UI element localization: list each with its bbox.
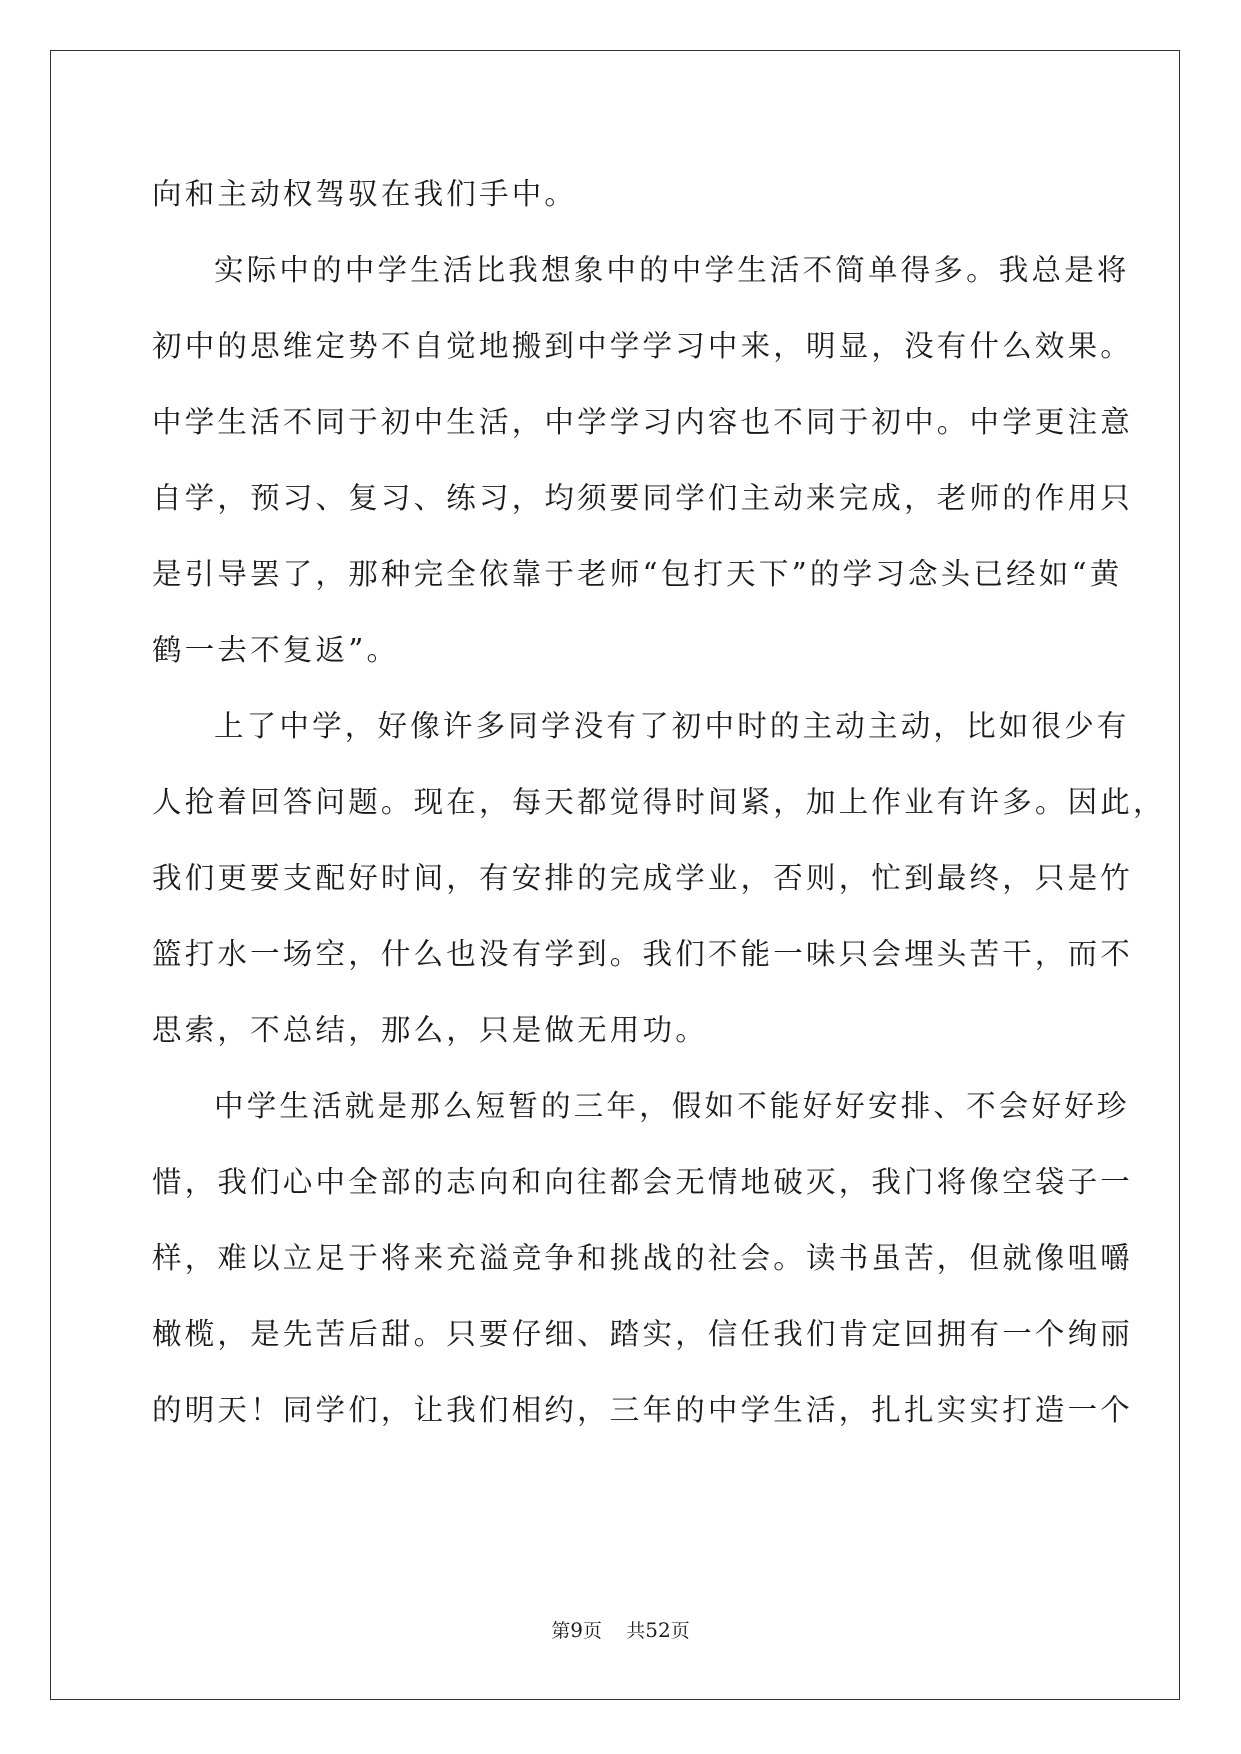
page-prefix: 第 [551, 1620, 571, 1642]
text-line-6: 是引导罢了，那种完全依靠于老师“包打天下”的学习念头已经如“黄 [152, 557, 1123, 591]
text-line-2: 实际中的中学生活比我想象中的中学生活不简单得多。我总是将 [214, 253, 1130, 287]
total-prefix: 共 [626, 1620, 646, 1642]
page-suffix: 页 [583, 1620, 603, 1642]
text-line-3: 初中的思维定势不自觉地搬到中学学习中来，明显，没有什么效果。 [152, 329, 1134, 363]
text-line-7: 鹤一去不复返”。 [152, 633, 400, 667]
text-line-4: 中学生活不同于初中生活，中学学习内容也不同于初中。中学更注意 [152, 405, 1134, 439]
total-suffix: 页 [670, 1620, 690, 1642]
text-line-8: 上了中学，好像许多同学没有了初中时的主动主动，比如很少有 [214, 709, 1130, 743]
page-number: 9 [570, 1618, 584, 1642]
text-line-11: 篮打水一场空，什么也没有学到。我们不能一味只会埋头苦干，而不 [152, 937, 1134, 971]
text-line-5: 自学，预习、复习、练习，均须要同学们主动来完成，老师的作用只 [152, 481, 1134, 515]
text-line-1: 向和主动权驾驭在我们手中。 [152, 177, 578, 211]
text-line-14: 惜，我们心中全部的志向和向往都会无情地破灭，我门将像空袋子一 [152, 1165, 1134, 1199]
text-line-9: 人抢着回答问题。现在，每天都觉得时间紧，加上作业有许多。因此， [152, 785, 1166, 819]
text-line-16: 橄榄，是先苦后甜。只要仔细、踏实，信任我们肯定回拥有一个绚丽 [152, 1317, 1134, 1351]
page-footer [0, 1616, 1241, 1643]
text-line-12: 思索，不总结，那么，只是做无用功。 [152, 1013, 708, 1047]
document-body [152, 156, 1166, 1448]
total-pages: 52 [645, 1618, 671, 1642]
text-line-15: 样，难以立足于将来充溢竞争和挑战的社会。读书虽苦，但就像咀嚼 [152, 1241, 1134, 1275]
text-line-17: 的明天！同学们，让我们相约，三年的中学生活，扎扎实实打造一个 [152, 1393, 1134, 1427]
text-line-10: 我们更要支配好时间，有安排的完成学业，否则，忙到最终，只是竹 [152, 861, 1134, 895]
text-line-13: 中学生活就是那么短暂的三年，假如不能好好安排、不会好好珍 [214, 1089, 1130, 1123]
